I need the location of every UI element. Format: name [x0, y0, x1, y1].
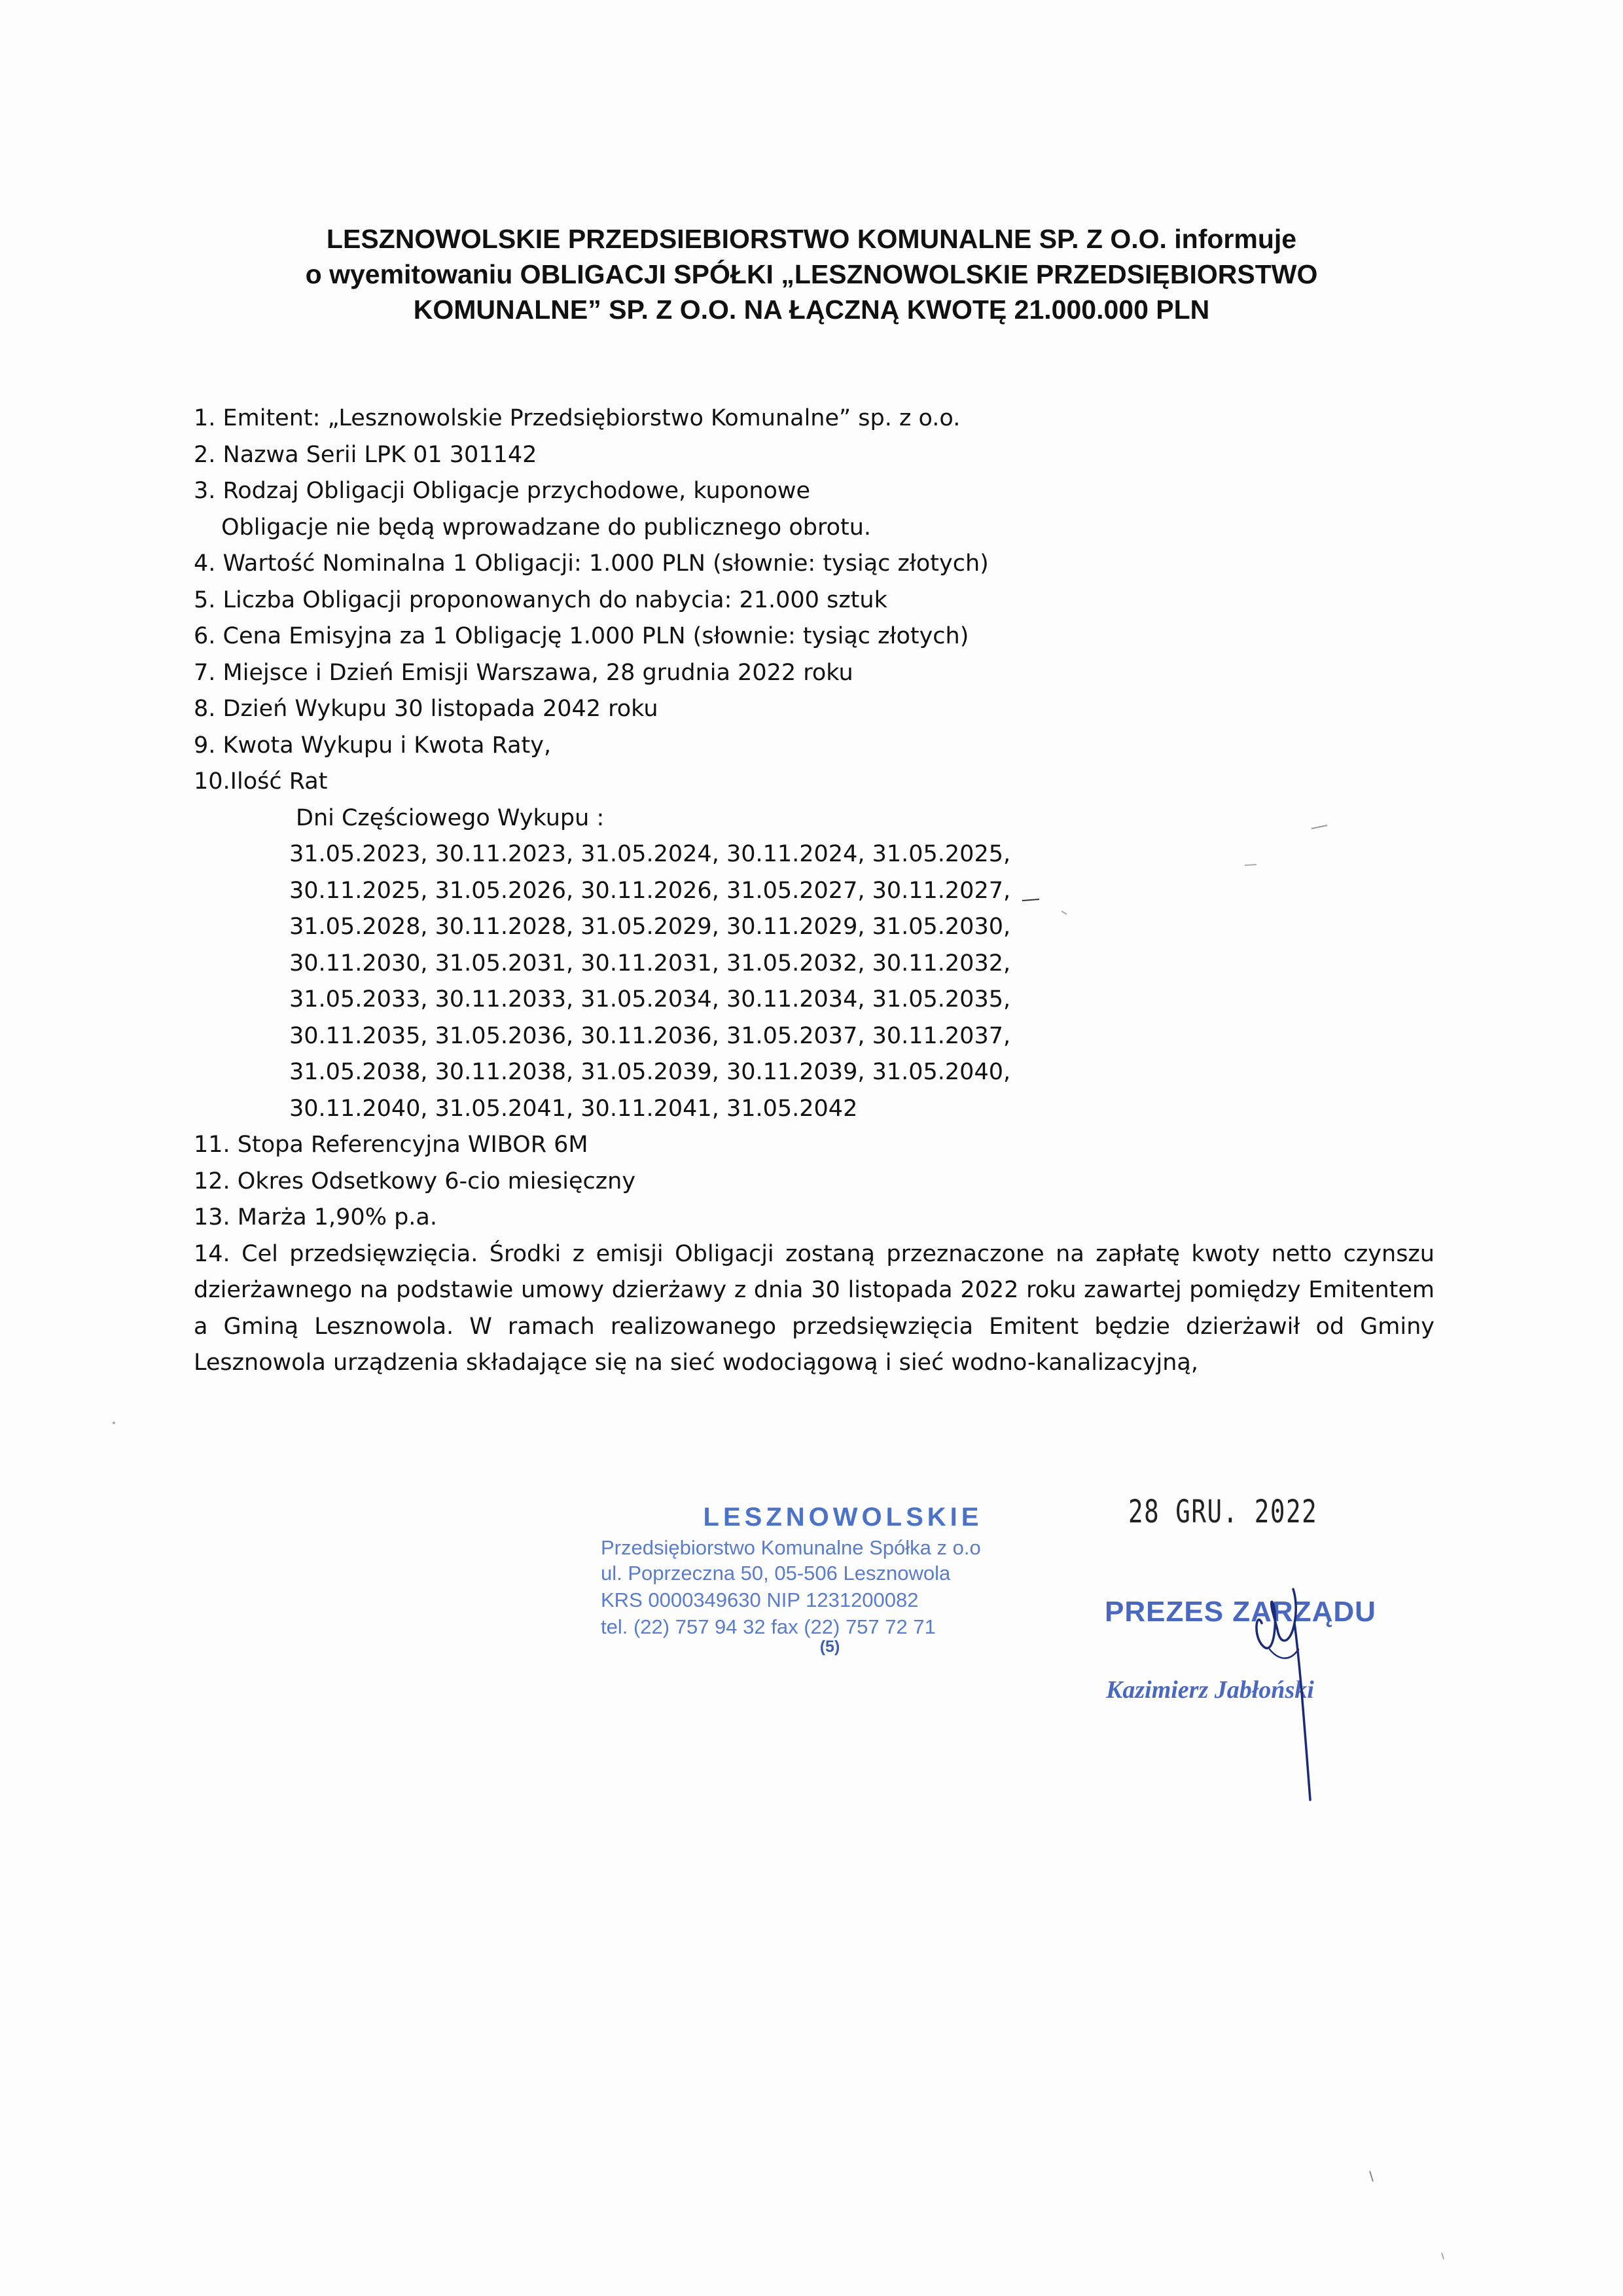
- item-issue-price: 6. Cena Emisyjna za 1 Obligację 1.000 PLN (słownie: tysiąc złotych): [194, 623, 969, 649]
- bond-details-list: [194, 401, 1435, 1382]
- item-reference-rate: 11. Stopa Referencyjna WIBOR 6M: [194, 1132, 588, 1158]
- signatory-role: PREZES ZARZĄDU: [1105, 1596, 1376, 1628]
- item-issue-place-date: 7. Miejsce i Dzień Emisji Warszawa, 28 grudnia 2022 roku: [194, 659, 853, 686]
- scan-speck: [1243, 861, 1259, 868]
- header-line-1: LESZNOWOLSKIE PRZEDSIEBIORSTWO KOMUNALNE SP. Z O.O. informuje: [326, 224, 1297, 254]
- redemption-dates-row: 31.05.2033, 30.11.2033, 31.05.2034, 30.11.2034, 31.05.2035,: [289, 986, 1011, 1013]
- scan-speck: [1440, 2251, 1446, 2262]
- scan-speck: [1310, 823, 1330, 831]
- item-partial-redemption-label: Dni Częściowego Wykupu :: [296, 804, 605, 831]
- item-redemption-amount: 9. Kwota Wykupu i Kwota Raty,: [194, 732, 552, 759]
- date-stamp: 28 GRU. 2022: [1128, 1494, 1318, 1530]
- redemption-dates-row: 30.11.2040, 31.05.2041, 30.11.2041, 31.05.2042: [289, 1095, 858, 1122]
- header-line-3: KOMUNALNE” SP. Z O.O. NA ŁĄCZNĄ KWOTĘ 21.000.000 PLN: [413, 295, 1210, 325]
- signatory-name: Kazimierz Jabłoński: [1106, 1676, 1314, 1704]
- stamp-registry-ids: KRS 0000349630 NIP 1231200082: [601, 1588, 919, 1611]
- handwritten-signature: [1243, 1584, 1348, 1806]
- item-nominal-value: 4. Wartość Nominalna 1 Obligacji: 1.000 PLN (słownie: tysiąc złotych): [194, 550, 989, 577]
- redemption-dates-row: 30.11.2030, 31.05.2031, 30.11.2031, 31.05.2032, 30.11.2032,: [289, 950, 1011, 977]
- item-redemption-date: 8. Dzień Wykupu 30 listopada 2042 roku: [194, 696, 658, 722]
- item-bond-count: 5. Liczba Obligacji proponowanych do nabycia: 21.000 sztuk: [194, 586, 887, 613]
- item-bond-type: 3. Rodzaj Obligacji Obligacje przychodowe, kuponowe: [194, 478, 811, 504]
- redemption-dates-row: 31.05.2038, 30.11.2038, 31.05.2039, 30.11.2039, 31.05.2040,: [289, 1059, 1011, 1085]
- item-bond-type-note: Obligacje nie będą wprowadzane do publicznego obrotu.: [221, 514, 872, 541]
- item-issuer: 1. Emitent: „Lesznowolskie Przedsiębiorstwo Komunalne” sp. z o.o.: [194, 405, 961, 431]
- scan-speck: [111, 1420, 116, 1426]
- scan-speck: [1368, 2170, 1376, 2184]
- redemption-dates-row: 31.05.2023, 30.11.2023, 31.05.2024, 30.11.2024, 31.05.2025,: [289, 841, 1011, 867]
- redemption-dates-row: 30.11.2025, 31.05.2026, 30.11.2026, 31.05.2027, 30.11.2027,: [289, 877, 1011, 904]
- item-series-name: 2. Nazwa Serii LPK 01 301142: [194, 441, 537, 468]
- item-margin: 13. Marża 1,90% p.a.: [194, 1204, 437, 1230]
- stamp-phones: tel. (22) 757 94 32 fax (22) 757 72 71: [601, 1615, 936, 1638]
- stamp-title: LESZNOWOLSKIE: [703, 1503, 983, 1532]
- stamp-number: (5): [819, 1638, 840, 1656]
- item-installments: 10.Ilość Rat: [194, 768, 328, 795]
- stamp-address: ul. Poprzeczna 50, 05-506 Lesznowola: [601, 1562, 951, 1585]
- document-header: [196, 221, 1427, 327]
- company-stamp: [601, 1503, 1059, 1657]
- item-purpose: 14. Cel przedsięwzięcia. Środki z emisji Obligacji zostaną przeznaczone na zapłatę kwoty netto czynszu dzierżawnego na podstawie umowy dzierżawy z dnia 30 listopada 2022 roku zawartej pomiędzy Emitentem a Gminą Lesznowola. W ramach realizowanego przedsięwzięcia Emitent będzie dzierżawił od Gminy Lesznowola urządzenia składające się na sieć wodociągową i sieć wodno-kanalizacyjną,: [194, 1240, 1435, 1376]
- item-interest-period: 12. Okres Odsetkowy 6-cio miesięczny: [194, 1168, 636, 1194]
- stamp-subtitle: Przedsiębiorstwo Komunalne Spółka z o.o: [601, 1536, 981, 1559]
- scan-speck: [1021, 895, 1041, 905]
- redemption-dates-row: 30.11.2035, 31.05.2036, 30.11.2036, 31.05.2037, 30.11.2037,: [289, 1022, 1011, 1049]
- scan-speck: [1060, 910, 1069, 916]
- redemption-dates-row: 31.05.2028, 30.11.2028, 31.05.2029, 30.11.2029, 31.05.2030,: [289, 914, 1011, 940]
- header-line-2: o wyemitowaniu OBLIGACJI SPÓŁKI „LESZNOWOLSKIE PRZEDSIĘBIORSTWO: [305, 259, 1318, 289]
